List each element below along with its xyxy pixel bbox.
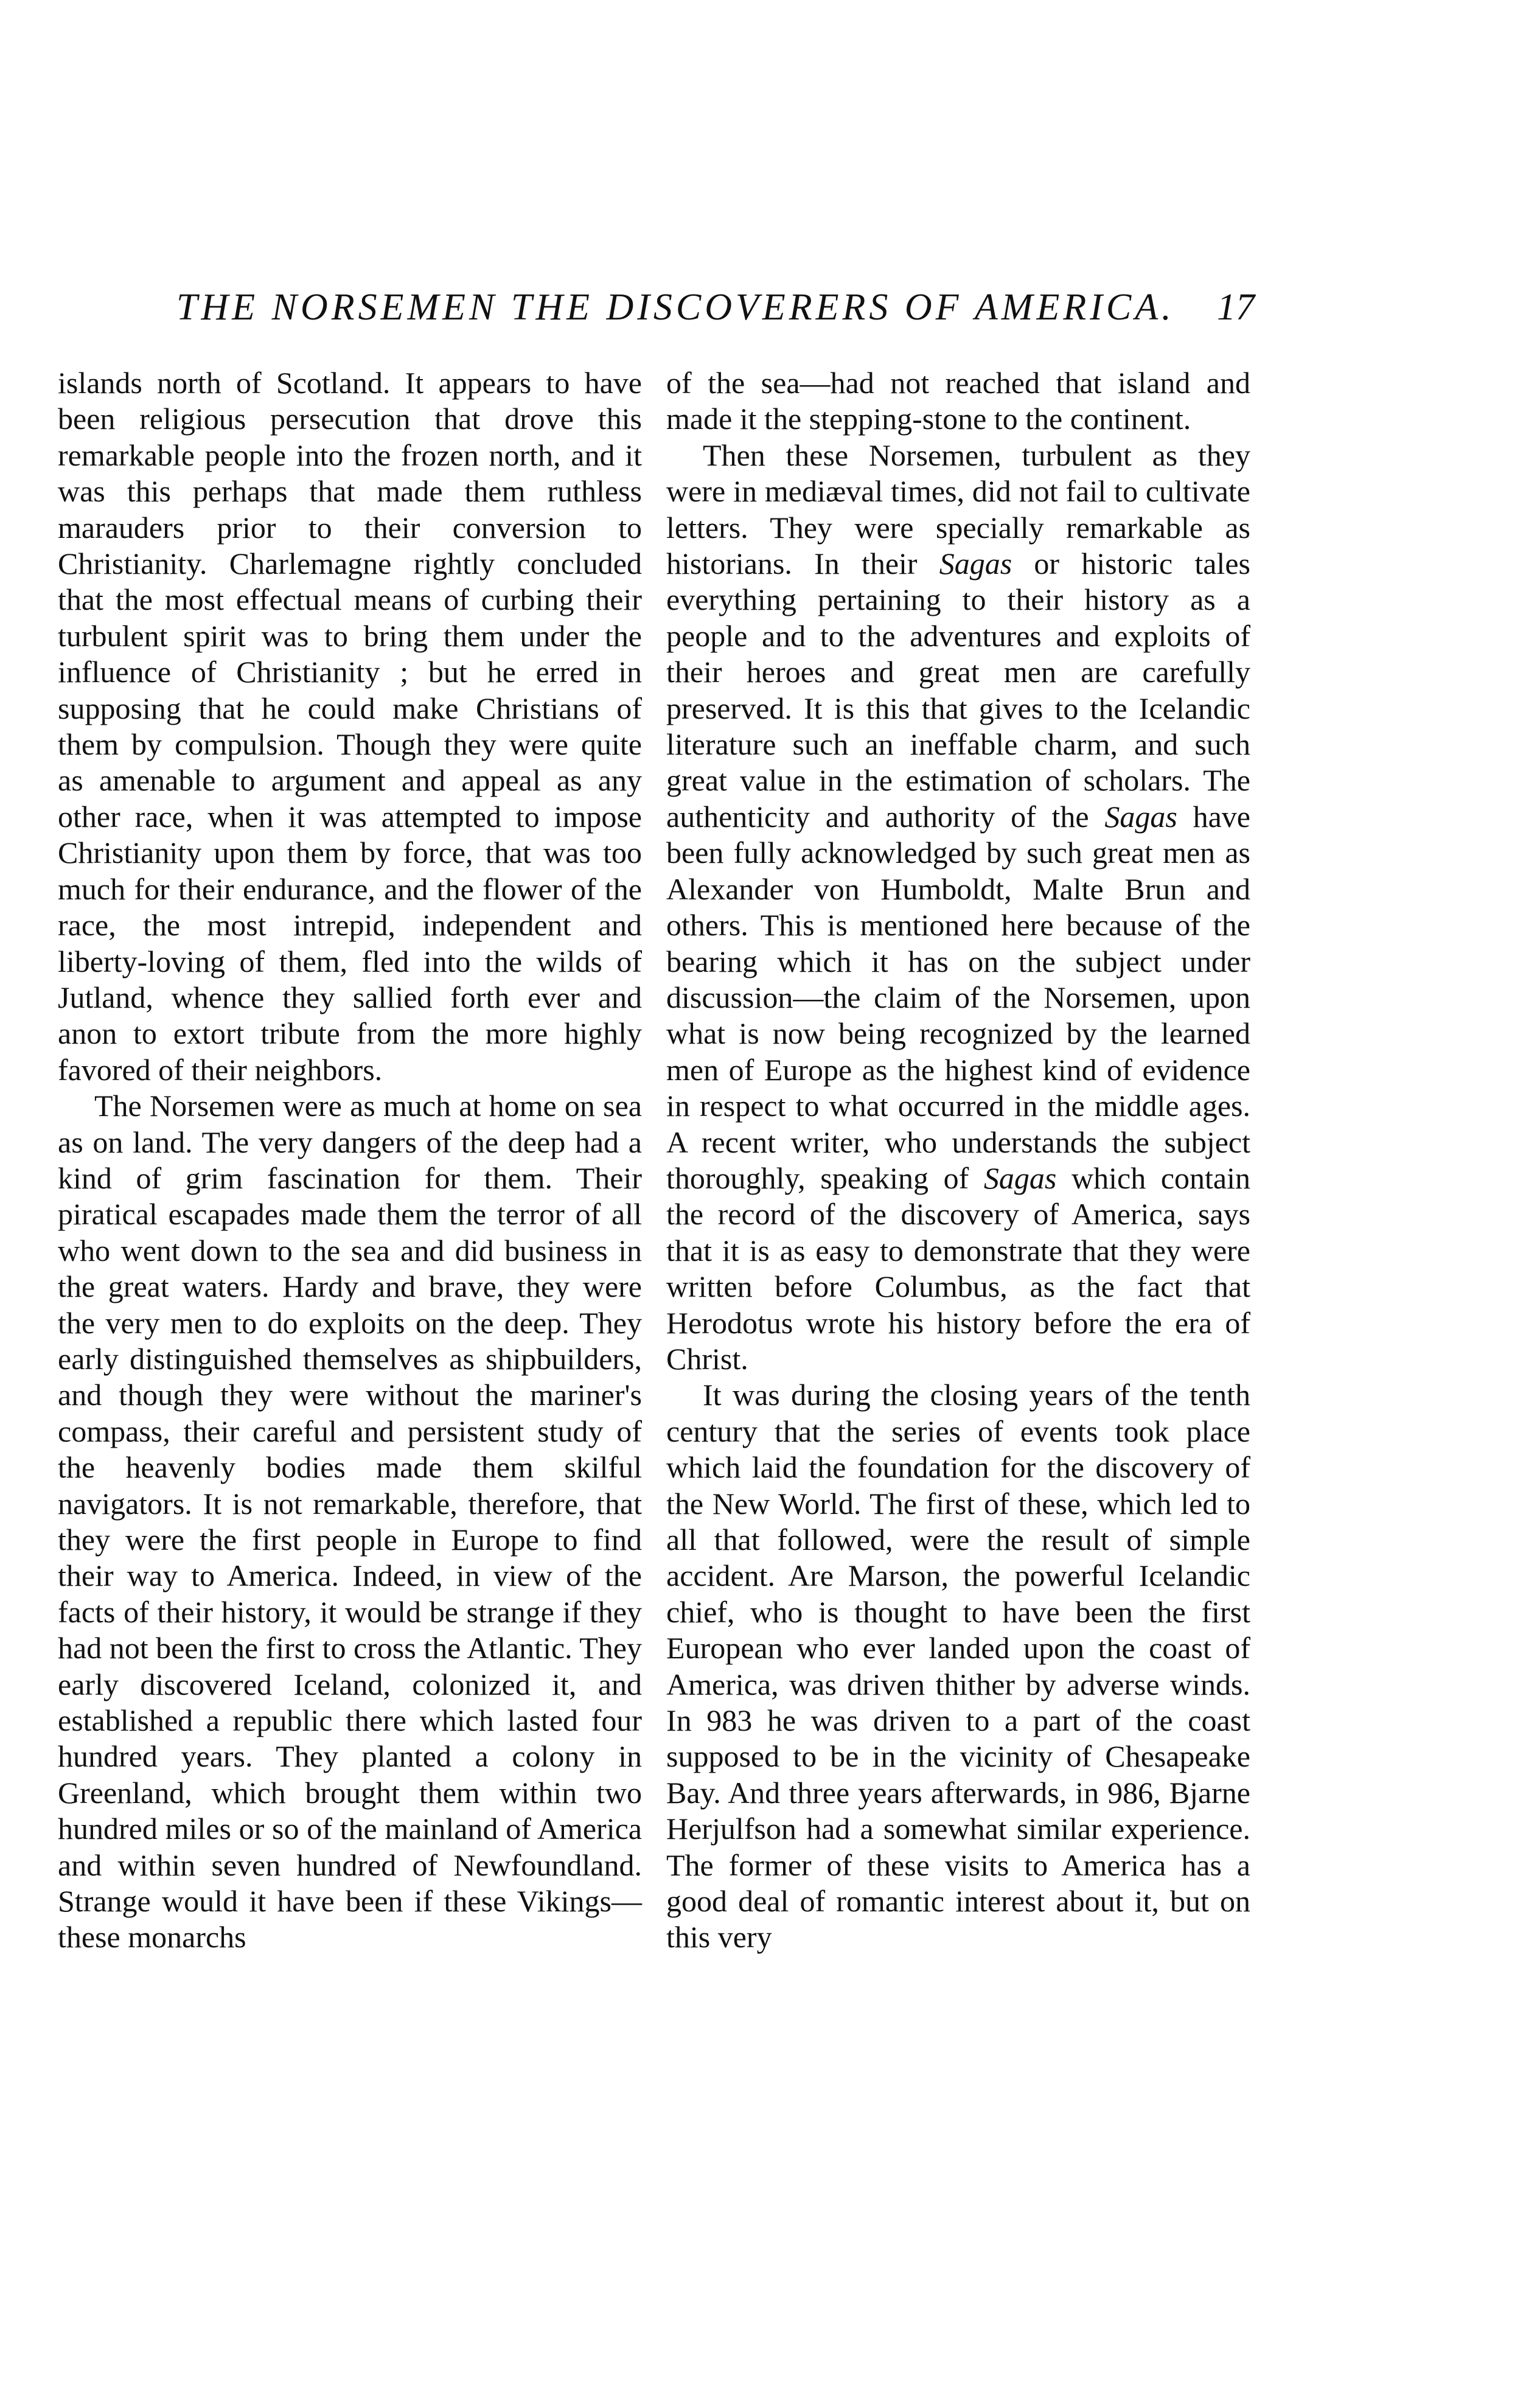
right-column [666,365,1250,1956]
sagas-term: Sagas [983,1160,1057,1195]
right-paragraph-2-text-a: Then these Norsemen, turbulent as they were in mediæval times, did not fail to cultivate letters. They were specially remarkable as historians. In their [666,438,1250,581]
left-paragraph-1: islands north of Scotland. It appears to have been religious persecution that drove this remarkable people into the frozen north, and it was this perhaps that made them ruthless marauders prior to their conversion to Christianity. Charlemagne rightly concluded that the most effectual means of curbing their turbulent spirit was to bring them under the influence of Christianity ; but he erred in supposing that he could make Christians of them by compulsion. Though they were quite as amenable to argument and appeal as any other race, when it was attempted to impose Christianity upon them by force, that was too much for their endurance, and the flower of the race, the most intrepid, independent and liberty-loving of them, fled into the wilds of Jutland, whence they sallied forth ever and anon to extort tribute from the more highly favored of their neighbors. [58,366,642,1087]
right-paragraph-3: It was during the closing years of the tenth century that the series of events took place which laid the foundation for the discovery of the New World. The first of these, which led to all that followed, were the result of simple accident. Are Marson, the powerful Icelandic chief, who is thought to have been the first European who ever landed upon the coast of America, was driven thither by adverse winds. In 983 he was driven to a part of the coast supposed to be in the vicinity of Chesapeake Bay. And three years afterwards, in 986, Bjarne Herjulfson had a somewhat similar experience. The former of these visits to America has a good deal of romantic interest about it, but on this very [666,1378,1250,1955]
left-column [58,365,642,1956]
right-paragraph-1: of the sea—had not reached that island and made it the stepping-stone to the continent. [666,366,1250,436]
running-title: THE NORSEMEN THE DISCOVERERS OF AMERICA. [176,287,1175,328]
sagas-term: Sagas [939,546,1012,581]
right-paragraph-2 [666,438,1250,1378]
page-number: 17 [1217,287,1255,328]
right-paragraph-2-text-d: which contain the record of the discovery of America, says that it is as easy to demonstrate that they were written before Columbus, as the fact that Herodotus wrote his history before the era of Christ. [666,1160,1250,1376]
right-paragraph-2-text-b: or historic tales everything pertaining to their history as a people and to the adventures and exploits of their heroes and great men are carefully preserved. It is this that gives to the Icelandic literature such an ineffable charm, and such great value in the estimation of scholars. The authenticity and authority of the [666,546,1250,834]
left-paragraph-2: The Norsemen were as much at home on sea as on land. The very dangers of the deep had a kind of grim fascination for them. Their piratical escapades made them the terror of all who went down to the sea and did business in the great waters. Hardy and brave, they were the very men to do exploits on the deep. They early distinguished themselves as shipbuilders, and though they were without the mariner's compass, their careful and persistent study of the heavenly bodies made them skilful navigators. It is not remarkable, therefore, that they were the first people in Europe to find their way to America. Indeed, in view of the facts of their history, it would be strange if they had not been the first to cross the Atlantic. They early discovered Iceland, colonized it, and established a republic there which lasted four hundred years. They planted a colony in Greenland, which brought them within two hundred miles or so of the mainland of America and within seven hundred of Newfoundland. Strange would it have been if these Vikings—these monarchs [58,1089,642,1955]
sagas-term: Sagas [1104,799,1177,834]
right-paragraph-2-text-c: have been fully acknowledged by such great men as Alexander von Humboldt, Malte Brun and others. This is mentioned here because of the bearing which it has on the subject under discussion—the claim of the Norsemen, upon what is now being recognized by the learned men of Europe as the highest kind of evidence in respect to what occurred in the middle ages. A recent writer, who understands the subject thoroughly, speaking of [666,799,1251,1195]
